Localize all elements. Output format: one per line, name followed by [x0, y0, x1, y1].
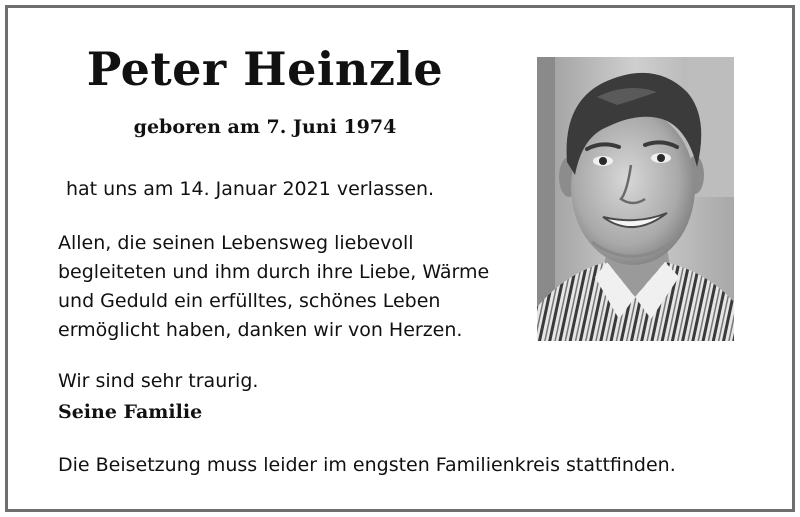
portrait-photo: [537, 57, 734, 341]
thanks-message: [58, 229, 489, 345]
thanks-line: ermöglicht haben, danken wir von Herzen.: [58, 319, 463, 341]
deceased-name: Peter Heinzle: [86, 42, 444, 96]
burial-notice: Die Beisetzung muss leider im engsten Familienkreis stattfinden.: [58, 454, 676, 476]
thanks-line: und Geduld ein erfülltes, schönes Leben: [58, 290, 441, 312]
death-date: hat uns am 14. Januar 2021 verlassen.: [66, 178, 435, 200]
thanks-line: Allen, die seinen Lebensweg liebevoll: [58, 232, 414, 254]
birth-date: geboren am 7. Juni 1974: [133, 116, 397, 138]
thanks-line: begleiteten und ihm durch ihre Liebe, Wärme: [58, 261, 490, 283]
sad-message: Wir sind sehr traurig.: [58, 370, 259, 392]
family-signature: Seine Familie: [58, 401, 203, 423]
